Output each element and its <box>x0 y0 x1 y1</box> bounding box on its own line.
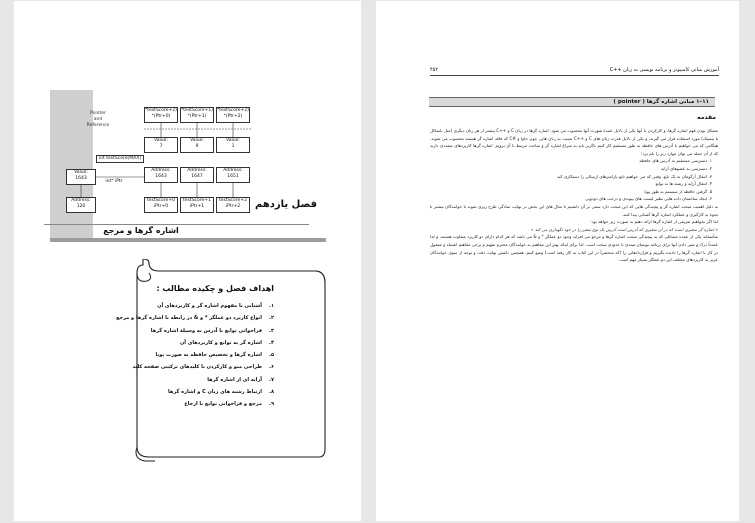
left-page <box>14 1 361 521</box>
list-item: ۸.ارتباط رشته های زبان C و اشاره گرها <box>168 389 274 396</box>
subheading: مقدمه <box>697 114 716 121</box>
left-address-box: Address: 120 <box>66 197 96 213</box>
diagram-caption: Pointer and Reference <box>86 111 110 128</box>
running-head <box>430 67 719 73</box>
list-item: ۶. ایجاد ساختمان داده هایی نظیر لیست های پیوندی و درخت های دودویی <box>585 196 712 202</box>
title-rule <box>44 224 309 225</box>
chapter-number: فصل یازدهم <box>255 199 317 210</box>
header-rule <box>430 75 719 76</box>
value-box-2: Value: 9 <box>180 137 214 153</box>
list-item: ۳. انتقال آرگومان به یک تابع، وقتی که می خواهیم تابع پارامترهای ارسالی را دستکاری کند <box>557 173 712 179</box>
list-item: ۴. انتقال آرایه و رشته ها به توابع <box>655 181 712 187</box>
definition-line: « اشاره گر متغیری است که در آن متغیری که آدرس است آدرس یک نوع متغیر را در خود نگهداری می کند » <box>531 226 718 232</box>
list-item: ۴.اشاره گر به توابع و کاربردهای آن <box>180 339 274 346</box>
pointer-diagram <box>60 97 260 222</box>
section-title: ۱۱–۱ مبانی اشاره گرها ( pointer ) <box>429 97 715 107</box>
value-box-1: Value: 7 <box>144 137 178 153</box>
paragraph-2: به دلیل اهمیت مبحث اشاره گر و پیچیدگی هایی که این مبحث دارد سعی بر آن داشتیم تا مثال های این بخش در نهایت سادگی طرح ریزی شوند تا خوانندگان بیشتر با نحوهٔ به کارگیری و عملکرد اشاره گرها آشنایی پیدا کنند. <box>430 203 718 217</box>
list-item: ۲.انواع کاربرد دو عملگر * و & در رابطه با اشاره گرها و مرجع <box>116 315 274 322</box>
banner-shadow-bottom <box>50 238 326 242</box>
intro-paragraph: مشکل بودن فهم اشاره گرها، و کارکردن با آنها یکی از دلایل عمدهٔ شهرت آنها محسوب می شود. اشاره گرها در زبان C و ++C بیشتر از هر زبان دیگری (مثل پاسکال یا بیسیک) مورد استفاده قرار می گیرند، و یکی از دلایل قدرت زبان های C و ++C نسبت به زبان هایی چون جاوا و #C که فاقد اشاره گر هستند محسوب می شوند. هنگامی که می خواهیم با آدرس های حافظه به طور مستقیم کار کنیم ناگزیر باید به سراغ اشاره گر و مباحث مرتبط با آن برویم. اشاره گرها کاربردهای متعددی دارند که از آن جمله می توان موارد زیر را نام برد: <box>430 128 719 156</box>
list-item: ۹.مرجع و فراخوانی توابع با ارجاع <box>184 401 274 408</box>
page-number: ۴۵۲ <box>430 67 439 73</box>
running-head-title: آموزش مبانی کامپیوتر و برنامه نویسی به زبان ++C <box>609 67 719 73</box>
top-box-2: *testScore+1) *(Ptr+1) <box>180 107 214 123</box>
paragraph-4: متأسفانه یکی از عمده مسائلی که به پیچیدگی مبحث اشاره گرها و مرجع می افزاید وجود دو عملگر * و & می باشد که هر کدام دارای دو کاربرد متفاوت هستند، و لذا عمدتاً درک و تمیز دادن آنها برای برنامه نویسان مبتدی تا حدودی سخت است. لذا برای اینکه بهتر این مفاهیم به خوانندگان محترم تفهیم و برخی مفاهیم اشتباه و معمول در کار با اشاره گرها را نادیده بگیریم و قراردادهایی را (که منحصراً در این کتاب به کار رفته است) وضع کنیم. همچنین داشتن نهایت دقت و توجه از سوی خوانندگان عزیز به کاربردهای مختلف این دو عملگر بسیار مهم است. <box>430 234 718 263</box>
top-box-1: *testScore+2) *(Ptr+0) <box>144 107 178 123</box>
right-page <box>376 1 739 521</box>
body-text <box>430 127 718 264</box>
list-item: ۵. گرفتن حافظه از سیستم به طور پویا <box>644 188 712 194</box>
bottom-box-2: testScore+1 iPtr+1 <box>180 197 214 213</box>
list-item: ۵.اشاره گرها و تخصیص حافظه به صورت پویا <box>155 352 274 359</box>
list-item: ۲. دسترسی به عضوهای آرایه <box>660 165 712 171</box>
list-item: ۱.آشنایی با مفهوم اشاره گر و کاربردهای آن <box>157 303 274 309</box>
address-box-2: Address: 1647 <box>180 167 214 183</box>
top-box-3: *testScore+2) *(Ptr+2) <box>216 107 250 123</box>
address-box-3: Address: 1651 <box>216 167 250 183</box>
list-item: ۶.طراحی منو و کارکردن با کلیدهای ترکیبی صفحه کلید <box>132 364 274 371</box>
bottom-box-3: testScore+2 iPtr+2 <box>216 197 250 213</box>
list-item: ۳.فراخوانی توابع با آدرس به وسیلهٔ اشاره گرها <box>150 327 274 334</box>
value-box-3: Value: 1 <box>216 137 250 153</box>
address-box-1: Address: 1643 <box>144 167 178 183</box>
bottom-box-1: testScore+0 iPtr+0 <box>144 197 178 213</box>
list-item: ۱. دسترسی مستقیم به آدرس های حافظه <box>639 158 712 164</box>
pointer-label: int* iPtr <box>100 179 128 187</box>
objectives-title: اهداف فصل و چکیده مطالب : <box>156 284 274 293</box>
uses-list <box>430 157 718 203</box>
left-value-box: Value: 1643 <box>66 169 96 185</box>
array-label: int testScore[MAX] <box>96 155 144 163</box>
objectives-list <box>116 300 274 411</box>
chapter-title: اشاره گرها و مرجع <box>103 226 179 235</box>
paragraph-3: اما اگر بخواهیم تعریفی از اشاره گرها ارائه دهیم به صورت زیر خواهد بود: <box>590 219 718 225</box>
list-item: ۷.آرایه ای از اشاره گرها <box>207 376 274 383</box>
objectives-block <box>116 284 274 411</box>
